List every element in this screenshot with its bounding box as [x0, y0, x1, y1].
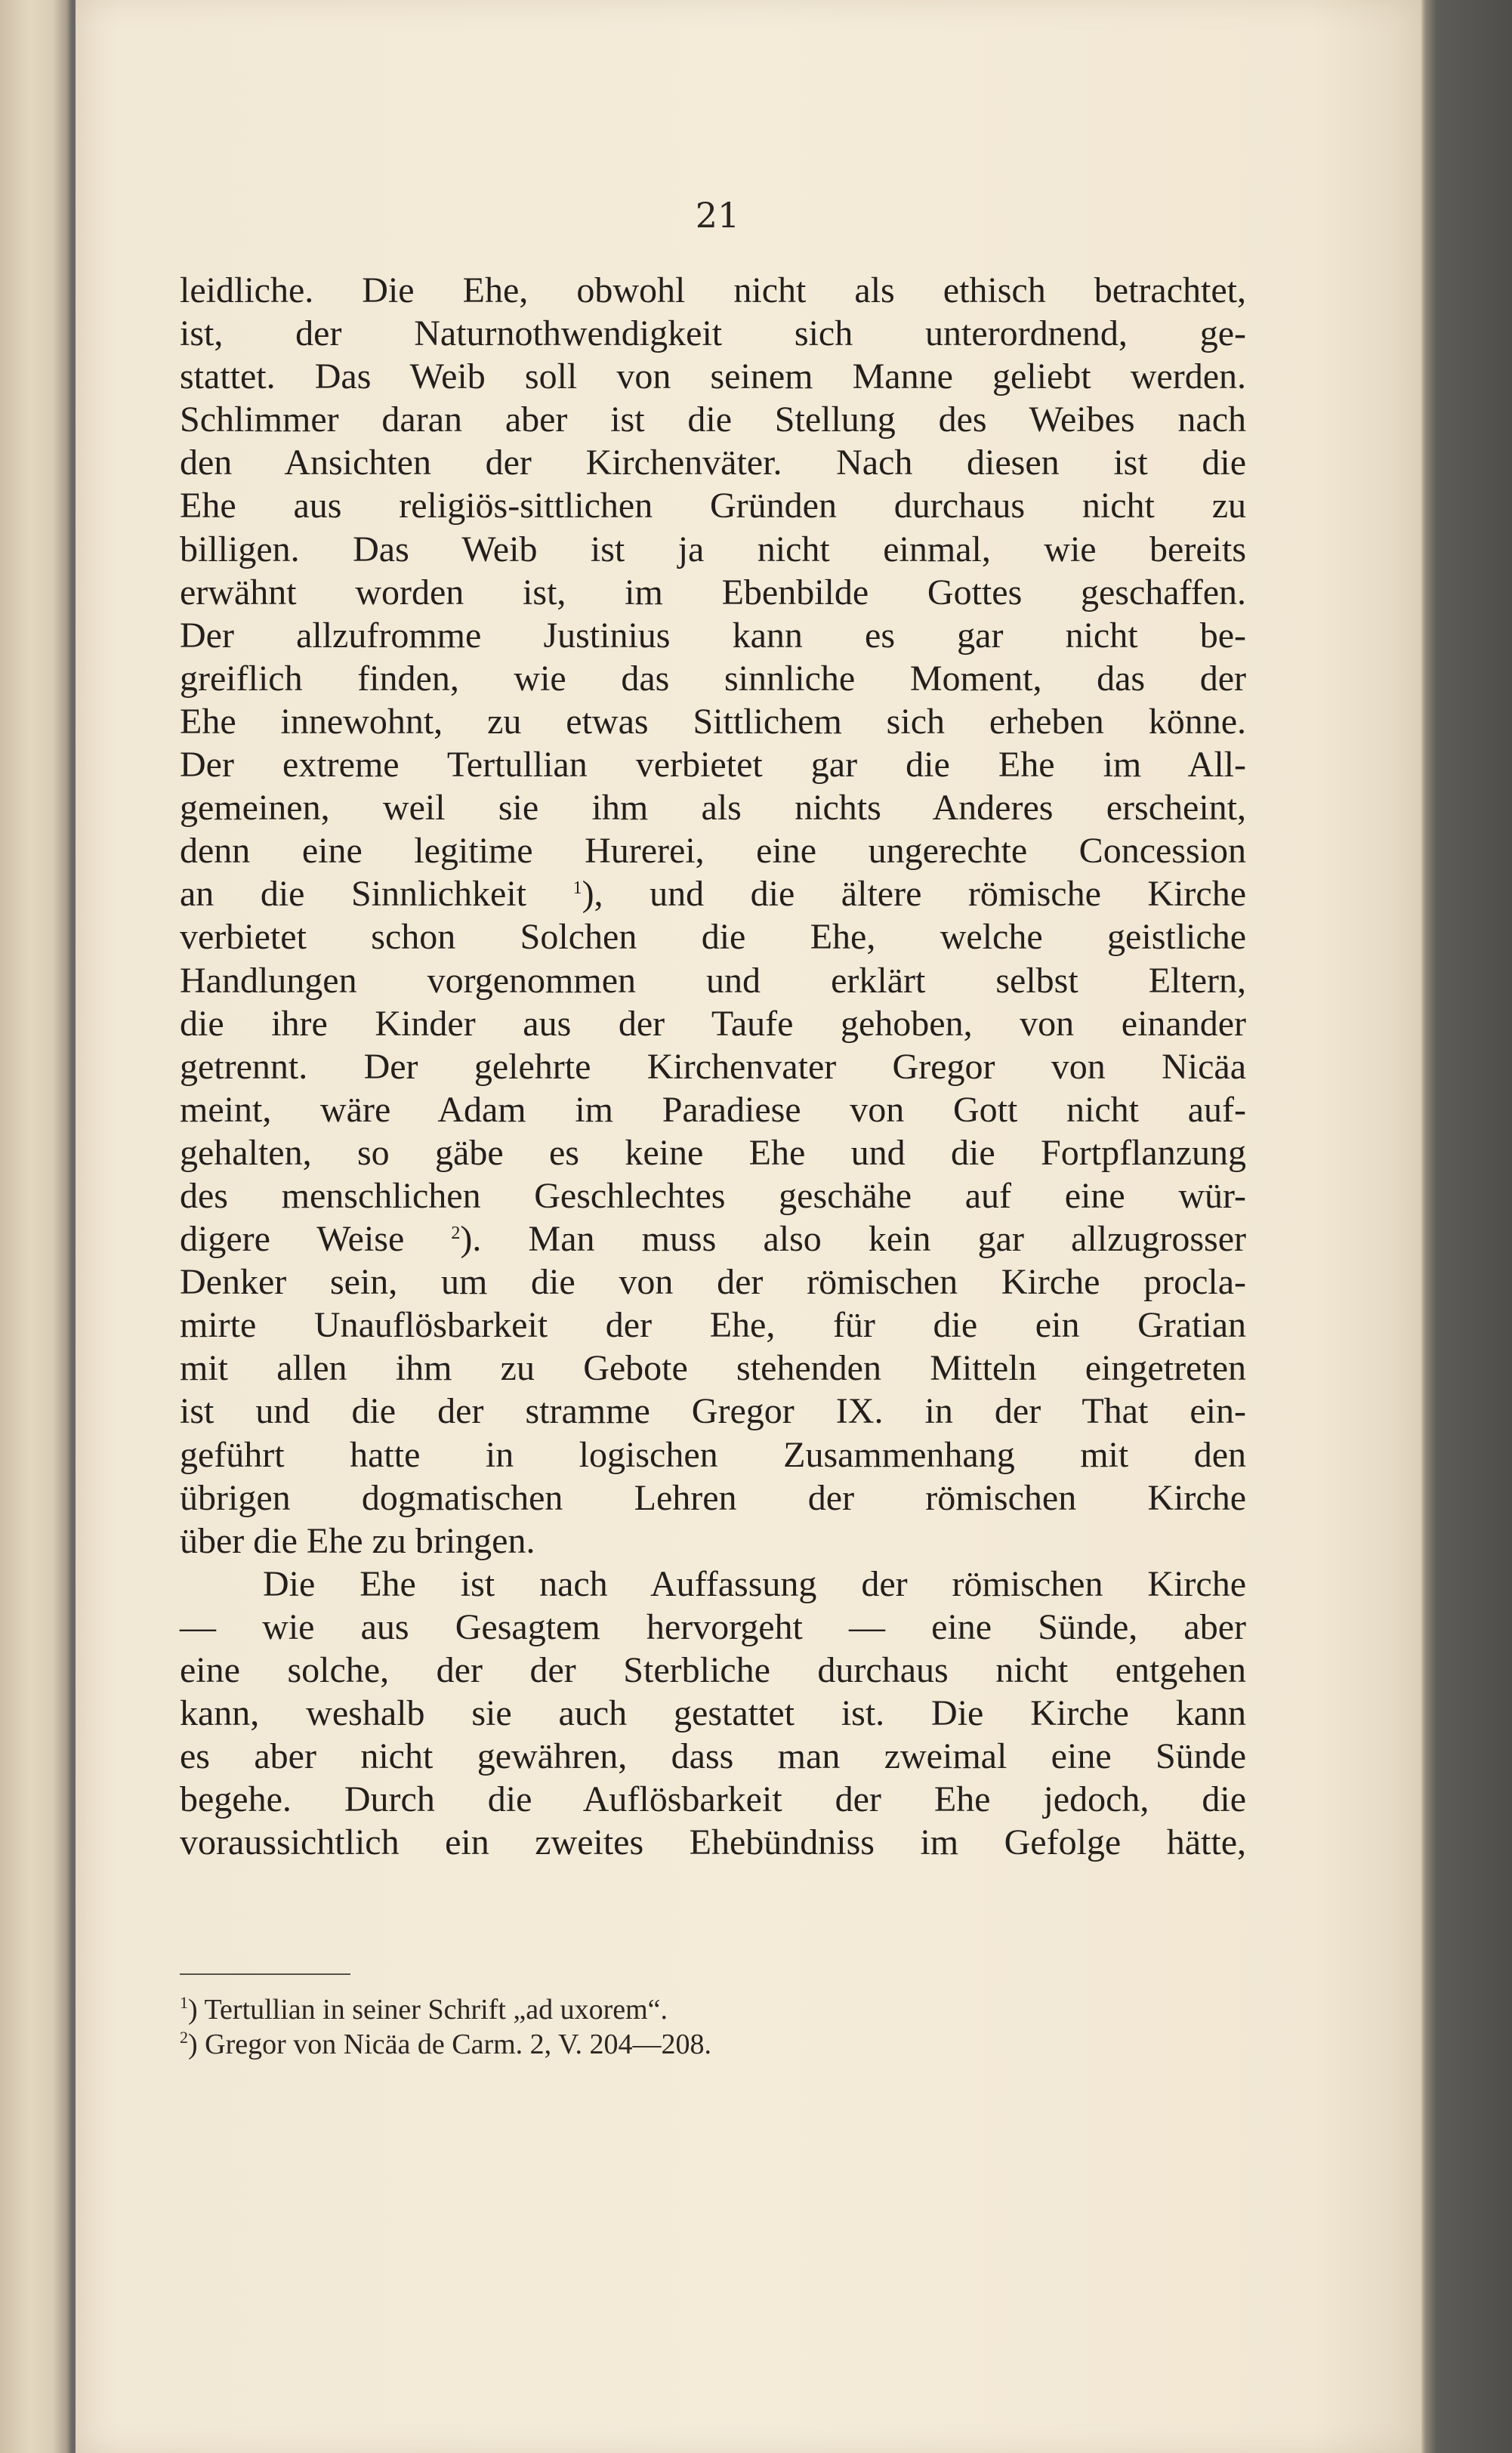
- text-line: leidliche. Die Ehe, obwohl nicht als ethisch betrachtet,: [180, 270, 1246, 310]
- text-line: Der extreme Tertullian verbietet gar die Ehe im All-: [180, 745, 1246, 785]
- footnote-mark-close: ): [188, 1994, 198, 2026]
- text-line: stattet. Das Weib soll von seinem Manne geliebt werden.: [180, 356, 1246, 397]
- footnote-1: [180, 1992, 1162, 2027]
- footnote-separator: [180, 1973, 350, 1975]
- text-line: es aber nicht gewähren, dass man zweimal eine Sünde: [180, 1736, 1246, 1777]
- text-line: Handlungen vorgenommen und erklärt selbst Eltern,: [180, 960, 1246, 1001]
- text-line: Schlimmer daran aber ist die Stellung des Weibes nach: [180, 400, 1246, 440]
- text-line: geführt hatte in logischen Zusammenhang mit den: [180, 1434, 1246, 1475]
- footnote-text: Tertullian in seiner Schrift „ad uxorem“.: [204, 1994, 668, 2026]
- footnote-mark-close: ): [188, 2029, 198, 2060]
- text-line-with-note: [180, 872, 1246, 915]
- text-line: billigen. Das Weib ist ja nicht einmal, wie bereits: [180, 529, 1246, 569]
- text-line: Ehe aus religiös-sittlichen Gründen durchaus nicht zu: [180, 486, 1246, 526]
- footnote-ref-2: 2: [451, 1223, 461, 1244]
- text-line: gemeinen, weil sie ihm als nichts Anderes erscheint,: [180, 788, 1246, 828]
- facing-page-edge: [0, 0, 72, 2453]
- text-line: greiflich finden, wie das sinnliche Moment, das der: [180, 658, 1246, 699]
- text-line: — wie aus Gesagtem hervorgeht — eine Sünde, aber: [180, 1606, 1246, 1647]
- footnotes: [180, 1992, 1162, 2062]
- footnote-mark: 2: [180, 2028, 188, 2047]
- text-line-paragraph-start: Die Ehe ist nach Auffassung der römischen Kirche: [263, 1563, 1246, 1604]
- text-line: ist, der Naturnothwendigkeit sich unterordnend, ge-: [180, 313, 1246, 354]
- text-line: Denker sein, um die von der römischen Kirche procla-: [180, 1262, 1246, 1303]
- footnote-ref-1: 1: [572, 878, 582, 899]
- text-line: Der allzufromme Justinius kann es gar nicht be-: [180, 615, 1246, 656]
- body-text: [180, 269, 1246, 1864]
- text-line: ist und die der stramme Gregor IX. in der That ein-: [180, 1391, 1246, 1432]
- text-line: kann, weshalb sie auch gestattet ist. Die Kirche kann: [180, 1693, 1246, 1734]
- text-line: Ehe innewohnt, zu etwas Sittlichem sich erheben könne.: [180, 701, 1246, 742]
- page-gutter-shadow: [1421, 0, 1512, 2453]
- text-line: den Ansichten der Kirchenväter. Nach diesen ist die: [180, 443, 1246, 483]
- line-segment: ), und die ältere römische Kirche: [582, 874, 1247, 915]
- text-line: mirte Unauflösbarkeit der Ehe, für die ein Gratian: [180, 1305, 1246, 1346]
- text-line: eine solche, der der Sterbliche durchaus nicht entgehen: [180, 1650, 1246, 1690]
- text-line: getrennt. Der gelehrte Kirchenvater Gregor von Nicäa: [180, 1046, 1246, 1087]
- text-line: des menschlichen Geschlechtes geschähe auf eine wür-: [180, 1175, 1246, 1216]
- page-number: 21: [695, 195, 740, 236]
- line-segment: digere Weise: [180, 1219, 405, 1260]
- footnote-mark: 1: [180, 1993, 188, 2012]
- text-line: verbietet schon Solchen die Ehe, welche geistliche: [180, 917, 1246, 958]
- text-line: die ihre Kinder aus der Taufe gehoben, von einander: [180, 1003, 1246, 1044]
- line-segment: an die Sinnlichkeit: [180, 874, 527, 915]
- text-line: übrigen dogmatischen Lehren der römischen Kirche: [180, 1477, 1246, 1518]
- text-line: erwähnt worden ist, im Ebenbilde Gottes geschaffen.: [180, 572, 1246, 612]
- text-line-paragraph-end: über die Ehe zu bringen.: [180, 1520, 535, 1561]
- line-segment: ). Man muss also kein gar allzugrosser: [460, 1219, 1247, 1260]
- text-line: begehe. Durch die Auflösbarkeit der Ehe jedoch, die: [180, 1779, 1246, 1820]
- text-line: denn eine legitime Hurerei, eine ungerechte Concession: [180, 831, 1246, 872]
- text-line: gehalten, so gäbe es keine Ehe und die Fortpflanzung: [180, 1132, 1246, 1173]
- text-line: meint, wäre Adam im Paradiese von Gott nicht auf-: [180, 1089, 1246, 1130]
- text-line-with-note: [180, 1217, 1246, 1260]
- footnote-text: Gregor von Nicäa de Carm. 2, V. 204—208.: [205, 2029, 712, 2060]
- text-line: voraussichtlich ein zweites Ehebündniss im Gefolge hätte,: [180, 1822, 1246, 1863]
- text-line: mit allen ihm zu Gebote stehenden Mitteln eingetreten: [180, 1348, 1246, 1389]
- footnote-2: [180, 2027, 1162, 2062]
